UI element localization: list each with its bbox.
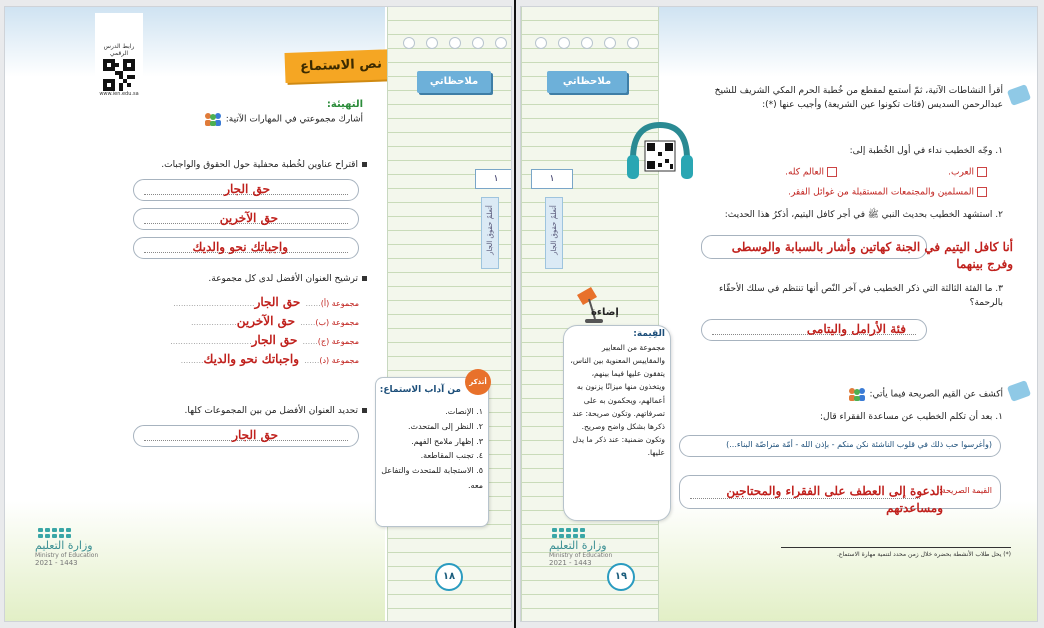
- warmup-section: [143, 99, 363, 126]
- footnote-rule: [781, 547, 1011, 548]
- bottom-gradient: [657, 501, 1037, 621]
- q1-option-label: العالم كله.: [785, 167, 824, 178]
- quote-box: [679, 435, 1001, 457]
- group-answer: حق الجار: [251, 333, 298, 347]
- group-answer: حق الجار: [254, 295, 301, 309]
- warmup-heading: التهيئة:: [326, 99, 363, 110]
- etiquette-content: [379, 385, 483, 494]
- task1-answer-field[interactable]: [133, 179, 359, 201]
- q3-answer: فئة الأرامل واليتامى: [806, 322, 906, 336]
- q1-option-row: [697, 167, 987, 183]
- group-answer: واجباتك نحو والديك: [203, 352, 300, 366]
- task1-prompt: اقتراح عناوين لخُطبة محفلية حول الحقوق والواجبات.: [161, 160, 358, 170]
- q1-option-label: المسلمين والمجتمعات المستقبلة من غوائل الفقر.: [788, 187, 974, 198]
- etiquette-title: من آداب الاستماع:: [379, 385, 461, 395]
- etiquette-item: ٣. إظهار ملامح الفهم.: [411, 436, 483, 446]
- qr-code-icon: [103, 59, 135, 91]
- checkbox[interactable]: [977, 167, 987, 177]
- lesson-tab-label: أتعلمُ حقوق الجار: [550, 205, 558, 255]
- enlightenment-body: مجموعة من المعايير والمقاييس المعنوية بين الناس، يتفقون عليها فيما بينهم، ويتخذون منها ميزانًا يزنون به أعمالهم، ويحكمون به على تصرفاتهم. وتكون صريحة: عند ذكرها بشكل واضح وصريح. وتكون ضمنية: عند ذكر ما يدل عليها.: [570, 343, 665, 457]
- task1-answer: حق الآخرين: [219, 211, 278, 225]
- warmup-line-row: [143, 112, 363, 126]
- lamp-icon: [573, 285, 607, 325]
- checkbox[interactable]: [827, 167, 837, 177]
- task3-answer: حق الجار: [232, 428, 278, 442]
- footnote: (*) يحل طلاب الأنشطة بحضره خلال زمن محدد لتنمية مهارة الاستماع.: [836, 551, 1011, 558]
- lesson-tab-label: أتعلمُ حقوق الجار: [486, 205, 494, 255]
- enlightenment-content: [569, 329, 665, 459]
- page-number: ١٨: [435, 563, 463, 591]
- quote-text: (وأغرسوا حب ذلك في قلوب الناشئة نكن منكم - بإذن الله - أمّة متراصّة البناء...): [726, 440, 992, 449]
- task1-answer-field[interactable]: [133, 237, 359, 259]
- etiquette-item: ٥. الاستجابة للمتحدث والتفاعل معه.: [381, 466, 483, 490]
- ministry-name-en: Ministry of Education: [549, 552, 613, 559]
- pin-icon: [1007, 380, 1031, 402]
- groups-list: [143, 291, 359, 367]
- title-banner: [285, 49, 398, 83]
- section-number-box: ١: [475, 169, 512, 189]
- q3-answer-field[interactable]: [701, 319, 927, 341]
- notes-tag: ملاحظاتي: [417, 71, 491, 93]
- section-number-box: ١: [531, 169, 573, 189]
- task2-prompt: ترشيح العنوان الأفضل لدى كل مجموعة.: [208, 274, 358, 284]
- task3-prompt-row: [137, 405, 367, 419]
- question-2: ٢. استشهد الخطيب بحديث النبي ﷺ في أجر كافل اليتيم، أذكرُ هذا الحديث:: [724, 210, 1003, 220]
- enlightenment-heading: القِيمة:: [633, 329, 665, 339]
- notes-strip: [387, 7, 512, 621]
- qr-block[interactable]: [95, 13, 143, 97]
- ministry-name-ar: وزارة التعليم: [549, 539, 607, 552]
- question-1: ١. وجّه الخطيب نداء في أول الخُطبة إلى:: [849, 146, 1003, 156]
- edition-year: 2021 - 1443: [35, 559, 78, 567]
- etiquette-item: ١. الإنصات.: [445, 407, 483, 416]
- question-3: ٣. ما الفئة الثالثة التي ذكر الخطيب في آخر النّص أنها تنتظم في سلك الأحقّاء بالرحمة؟: [718, 284, 1003, 308]
- page-number: ١٩: [607, 563, 635, 591]
- group-row: مجموعة (ب)...... حق الآخرين..................: [190, 314, 359, 328]
- qr-caption: رابط الدرس الرقمي: [103, 43, 135, 57]
- group-row: مجموعة (أ)...... حق الجار................................: [173, 295, 359, 309]
- group-answer: حق الآخرين: [236, 314, 296, 328]
- q2-answer: أنا كافل اليتيم في الجنة كهاتين وأشار بالسبابة والوسطى وفرج بينهما: [731, 240, 1013, 272]
- q1-option[interactable]: [785, 167, 837, 178]
- ministry-logo: [549, 527, 629, 567]
- ministry-logo-icon: [551, 527, 587, 539]
- q1-option[interactable]: [948, 167, 987, 178]
- task1-answer-field[interactable]: [133, 208, 359, 230]
- right-page: [520, 6, 1038, 622]
- q1-options: [697, 167, 987, 203]
- group-row: مجموعة (د)...... واجباتك نحو والديك.........: [180, 352, 359, 366]
- explicit-value-answer: الدعوة إلى العطف على الفقراء والمحتاجين ومساعدتهم: [726, 484, 943, 515]
- qr-url: www.ien.edu.sa: [99, 91, 139, 97]
- top-gradient: [657, 7, 1037, 77]
- activity-intro: أقرأ النشاطات الآتية، ثمّ أستمع لمقطع من خُطبة الحرم المكي الشريف للشيخ عبدالرحمن السديس (فئات تكونوا عين الشريعة) وأجيب عنها (*):: [714, 86, 1003, 110]
- task3-prompt: تحديد العنوان الأفضل من بين المجموعات كلها.: [184, 406, 358, 416]
- group-label: مجموعة (ج): [317, 337, 359, 346]
- q1-option[interactable]: [697, 187, 987, 203]
- headphones-icon[interactable]: [625, 119, 695, 183]
- task2-prompt-row: [137, 273, 367, 287]
- left-page: [4, 6, 512, 622]
- pin-icon: [1007, 84, 1031, 106]
- task3-answer-field[interactable]: [133, 425, 359, 447]
- q1-option-label: العرب.: [948, 167, 974, 178]
- ministry-name-ar: وزارة التعليم: [35, 539, 93, 552]
- ministry-logo: [35, 527, 115, 567]
- task1-answer: حق الجار: [224, 182, 270, 196]
- etiquette-item: ٤. تجنب المقاطعة.: [420, 451, 483, 461]
- etiquette-item: ٢. النظر إلى المتحدث.: [408, 421, 483, 431]
- task1-answer: واجباتك نحو والديك: [192, 240, 288, 254]
- checkbox[interactable]: [977, 187, 987, 197]
- edition-year: 2021 - 1443: [549, 559, 592, 567]
- spread-divider: [514, 0, 516, 628]
- bullet-icon: [362, 162, 367, 167]
- explore-q1: ١. بعد أن تكلم الخطيب عن مساعدة الفقراء قال:: [820, 412, 1003, 422]
- group-label: مجموعة (ب): [315, 318, 359, 327]
- lesson-tab: [545, 197, 563, 269]
- explore-intro: أكشف عن القيم الصريحة فيما يأتي:: [869, 389, 1003, 400]
- enlightenment-title: إضاءة: [591, 307, 619, 318]
- group-label: مجموعة (د): [319, 356, 359, 365]
- lesson-tab: [481, 197, 499, 269]
- task1-prompt-row: [137, 159, 367, 173]
- ministry-name-en: Ministry of Education: [35, 552, 99, 559]
- explicit-value-label: القيمة الصريحة:: [939, 486, 992, 495]
- people-group-icon: [203, 112, 223, 126]
- remember-tag-label: أتذكر: [469, 378, 487, 386]
- etiquette-list: [379, 405, 483, 494]
- page-title: نص الاستماع: [299, 56, 383, 75]
- ministry-logo-icon: [37, 527, 73, 539]
- bullet-icon: [362, 276, 367, 281]
- warmup-line: أشارك مجموعتي في المهارات الآتية:: [225, 114, 363, 125]
- bullet-icon: [362, 408, 367, 413]
- explore-intro-row: [703, 387, 1003, 402]
- notes-tag: ملاحظاتي: [547, 71, 627, 93]
- group-row: مجموعة (ج)...... حق الجار................................: [170, 333, 359, 347]
- people-group-icon: [847, 387, 867, 401]
- group-label: مجموعة (أ): [320, 299, 359, 308]
